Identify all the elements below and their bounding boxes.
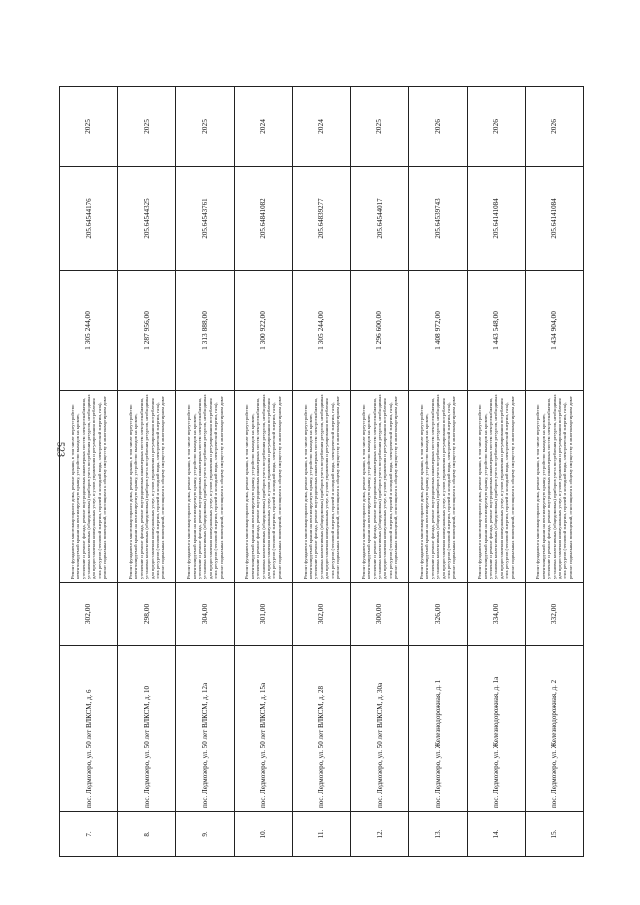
table-row — [351, 87, 409, 857]
table-row — [234, 87, 292, 857]
works-cell: Ремонт фундамента многоквартирного дома, ремонт крыши, в том числе переустройство невентилируемой крыши на вентилируемую крышу, устройство выходов на кровлю, утепление и ремонт фасада, ремонт внутридомовых инженерных систем электроснабжения, установка коллективных (общедомовых) приборов учета потребления ресурсов, необходимых для предоставления коммунальных услуг, и узлов управления и регулирования потребления этих ресурсов (тепловой энергии, горячей и холодной воды, электрической энергии, газа), ремонт подвальных помещений, относящихся к общему имуществу в многоквартирном доме — [234, 391, 292, 583]
house-code-cell: 205.64539743 — [409, 167, 467, 271]
row-number: 14. — [467, 812, 525, 857]
row-number: 11. — [292, 812, 350, 857]
area-cell: 334,00 — [467, 583, 525, 646]
works-cell: Ремонт фундамента многоквартирного дома, ремонт крыши, в том числе переустройство невентилируемой крыши на вентилируемую крышу, устройство выходов на кровлю, утепление и ремонт фасада, ремонт внутридомовых инженерных систем электроснабжения, установка коллективных (общедомовых) приборов учета потребления ресурсов, необходимых для предоставления коммунальных услуг, и узлов управления и регулирования потребления этих ресурсов (тепловой энергии, горячей и холодной воды, электрической энергии, газа), ремонт подвальных помещений, относящихся к общему имуществу в многоквартирном доме — [176, 391, 234, 583]
address-cell: пос. Ледмозеро, ул. 50 лет ВЛКСМ, д. 28 — [292, 646, 350, 812]
row-number: 9. — [176, 812, 234, 857]
works-cell: Ремонт фундамента многоквартирного дома, ремонт крыши, в том числе переустройство невентилируемой крыши на вентилируемую крышу, устройство выходов на кровлю, утепление и ремонт фасада, ремонт внутридомовых инженерных систем электроснабжения, установка коллективных (общедомовых) приборов учета потребления ресурсов, необходимых для предоставления коммунальных услуг, и узлов управления и регулирования потребления этих ресурсов (тепловой энергии, горячей и холодной воды, электрической энергии, газа), ремонт подвальных помещений, относящихся к общему имуществу в многоквартирном доме — [118, 391, 176, 583]
works-cell: Ремонт фундамента многоквартирного дома, ремонт крыши, в том числе переустройство невентилируемой крыши на вентилируемую крышу, устройство выходов на кровлю, утепление и ремонт фасада, ремонт внутридомовых инженерных систем электроснабжения, установка коллективных (общедомовых) приборов учета потребления ресурсов, необходимых для предоставления коммунальных услуг, и узлов управления и регулирования потребления этих ресурсов (тепловой энергии, горячей и холодной воды, электрической энергии, газа), ремонт подвальных помещений, относящихся к общему имуществу в многоквартирном доме — [60, 391, 118, 583]
row-number: 10. — [234, 812, 292, 857]
rotated-table-wrapper — [59, 87, 584, 857]
works-cell: Ремонт фундамента многоквартирного дома, ремонт крыши, в том числе переустройство невентилируемой крыши на вентилируемую крышу, устройство выходов на кровлю, утепление и ремонт фасада, ремонт внутридомовых инженерных систем электроснабжения, установка коллективных (общедомовых) приборов учета потребления ресурсов, необходимых для предоставления коммунальных услуг, и узлов управления и регулирования потребления этих ресурсов (тепловой энергии, горячей и холодной воды, электрической энергии, газа), ремонт подвальных помещений, относящихся к общему имуществу в многоквартирном доме — [525, 391, 583, 583]
address-cell: пос. Ледмозеро, ул. 50 лет ВЛКСМ, д. 30а — [351, 646, 409, 812]
cost-cell: 1 296 600,00 — [351, 271, 409, 391]
table-row — [118, 87, 176, 857]
cost-cell: 1 300 922,00 — [234, 271, 292, 391]
address-cell: пос. Ледмозеро, ул. 50 лет ВЛКСМ, д. 15а — [234, 646, 292, 812]
year-cell: 2024 — [234, 87, 292, 167]
year-cell: 2026 — [525, 87, 583, 167]
address-cell: пос. Ледмозеро, ул. 50 лет ВЛКСМ, д. 6 — [60, 646, 118, 812]
area-cell: 300,00 — [351, 583, 409, 646]
address-cell: пос. Ледмозеро, ул. Железнодорожная, д. 2 — [525, 646, 583, 812]
year-cell: 2025 — [176, 87, 234, 167]
area-cell: 304,00 — [176, 583, 234, 646]
row-number: 15. — [525, 812, 583, 857]
address-cell: пос. Ледмозеро, ул. Железнодорожная, д. 1а — [467, 646, 525, 812]
table-row — [467, 87, 525, 857]
area-cell: 301,00 — [234, 583, 292, 646]
cost-cell: 1 287 956,00 — [118, 271, 176, 391]
house-code-cell: 205.64544325 — [118, 167, 176, 271]
year-cell: 2025 — [351, 87, 409, 167]
year-cell: 2026 — [467, 87, 525, 167]
table-row — [525, 87, 583, 857]
area-cell: 298,00 — [118, 583, 176, 646]
address-cell: пос. Ледмозеро, ул. Железнодорожная, д. 1 — [409, 646, 467, 812]
works-cell: Ремонт фундамента многоквартирного дома, ремонт крыши, в том числе переустройство невентилируемой крыши на вентилируемую крышу, устройство выходов на кровлю, утепление и ремонт фасада, ремонт внутридомовых инженерных систем электроснабжения, установка коллективных (общедомовых) приборов учета потребления ресурсов, необходимых для предоставления коммунальных услуг, и узлов управления и регулирования потребления этих ресурсов (тепловой энергии, горячей и холодной воды, электрической энергии, газа), ремонт подвальных помещений, относящихся к общему имуществу в многоквартирном доме — [292, 391, 350, 583]
year-cell: 2026 — [409, 87, 467, 167]
house-code-cell: 205.64141084 — [467, 167, 525, 271]
area-cell: 302,00 — [60, 583, 118, 646]
cost-cell: 1 313 888,00 — [176, 271, 234, 391]
cost-cell: 1 443 548,00 — [467, 271, 525, 391]
house-code-cell: 205.64841082 — [234, 167, 292, 271]
page-number: 523 — [54, 442, 66, 457]
house-code-cell: 205.64544176 — [60, 167, 118, 271]
year-cell: 2025 — [60, 87, 118, 167]
area-cell: 326,00 — [409, 583, 467, 646]
row-number: 7. — [60, 812, 118, 857]
table-row — [176, 87, 234, 857]
capital-repair-table — [59, 86, 584, 857]
area-cell: 332,00 — [525, 583, 583, 646]
house-code-cell: 205.64544017 — [351, 167, 409, 271]
year-cell: 2025 — [118, 87, 176, 167]
house-code-cell: 205.64839277 — [292, 167, 350, 271]
house-code-cell: 205.64543761 — [176, 167, 234, 271]
row-number: 8. — [118, 812, 176, 857]
house-code-cell: 205.64141084 — [525, 167, 583, 271]
works-cell: Ремонт фундамента многоквартирного дома, ремонт крыши, в том числе переустройство невентилируемой крыши на вентилируемую крышу, устройство выходов на кровлю, утепление и ремонт фасада, ремонт внутридомовых инженерных систем электроснабжения, установка коллективных (общедомовых) приборов учета потребления ресурсов, необходимых для предоставления коммунальных услуг, и узлов управления и регулирования потребления этих ресурсов (тепловой энергии, горячей и холодной воды, электрической энергии, газа), ремонт подвальных помещений, относящихся к общему имуществу в многоквартирном доме — [409, 391, 467, 583]
cost-cell: 1 434 904,00 — [525, 271, 583, 391]
address-cell: пос. Ледмозеро, ул. 50 лет ВЛКСМ, д. 12а — [176, 646, 234, 812]
row-number: 12. — [351, 812, 409, 857]
row-number: 13. — [409, 812, 467, 857]
table-row — [409, 87, 467, 857]
year-cell: 2024 — [292, 87, 350, 167]
cost-cell: 1 408 972,00 — [409, 271, 467, 391]
address-cell: пос. Ледмозеро, ул. 50 лет ВЛКСМ, д. 10 — [118, 646, 176, 812]
works-cell: Ремонт фундамента многоквартирного дома, ремонт крыши, в том числе переустройство невентилируемой крыши на вентилируемую крышу, устройство выходов на кровлю, утепление и ремонт фасада, ремонт внутридомовых инженерных систем электроснабжения, установка коллективных (общедомовых) приборов учета потребления ресурсов, необходимых для предоставления коммунальных услуг, и узлов управления и регулирования потребления этих ресурсов (тепловой энергии, горячей и холодной воды, электрической энергии, газа), ремонт подвальных помещений, относящихся к общему имуществу в многоквартирном доме — [351, 391, 409, 583]
cost-cell: 1 305 244,00 — [60, 271, 118, 391]
table-row — [60, 87, 118, 857]
works-cell: Ремонт фундамента многоквартирного дома, ремонт крыши, в том числе переустройство невентилируемой крыши на вентилируемую крышу, устройство выходов на кровлю, утепление и ремонт фасада, ремонт внутридомовых инженерных систем электроснабжения, установка коллективных (общедомовых) приборов учета потребления ресурсов, необходимых для предоставления коммунальных услуг, и узлов управления и регулирования потребления этих ресурсов (тепловой энергии, горячей и холодной воды, электрической энергии, газа), ремонт подвальных помещений, относящихся к общему имуществу в многоквартирном доме — [467, 391, 525, 583]
table-row — [292, 87, 350, 857]
cost-cell: 1 305 244,00 — [292, 271, 350, 391]
area-cell: 302,00 — [292, 583, 350, 646]
